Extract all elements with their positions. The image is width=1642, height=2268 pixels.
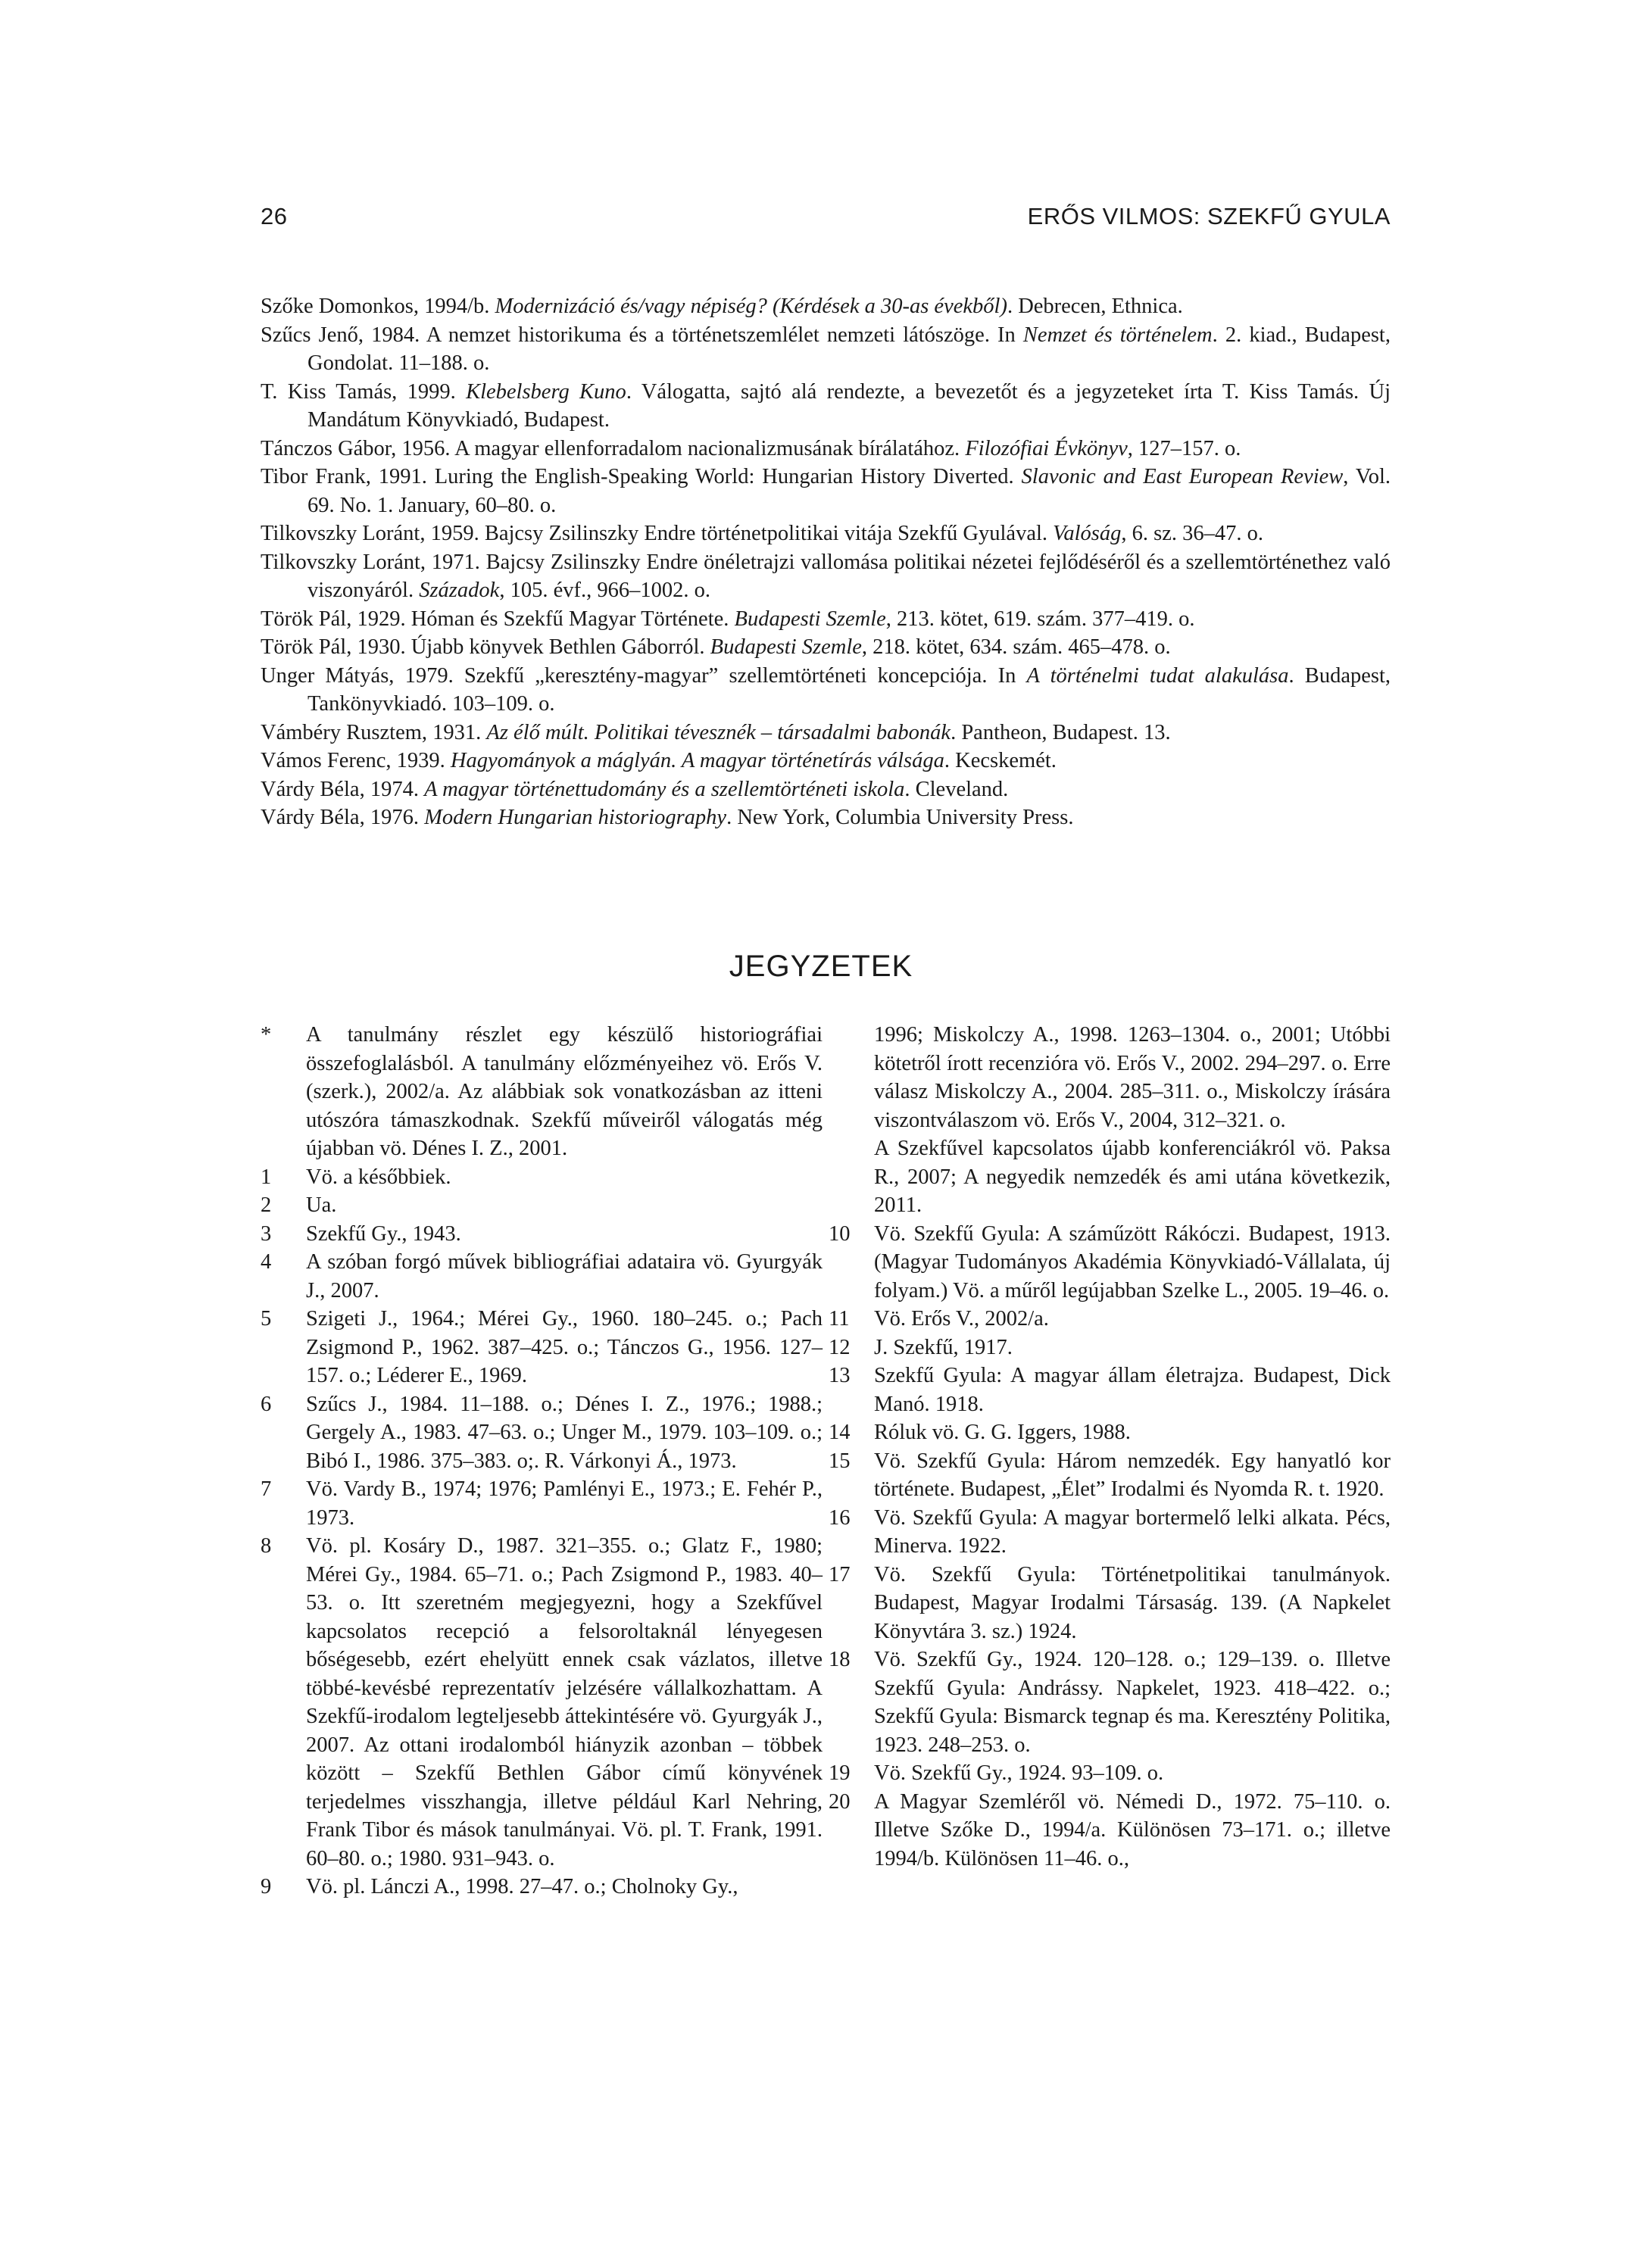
footnote-number: 14 [829, 1421, 851, 1444]
reference-text: , 6. sz. 36–47. o. [1121, 522, 1264, 545]
references-list [261, 292, 1391, 832]
reference-entry [261, 803, 1391, 832]
reference-text: , Vol. 69. No. 1. January, 60–80. o. [307, 465, 1391, 517]
reference-entry [261, 775, 1391, 804]
reference-work-title: Az élő múlt. Politikai tévesznék – társadalmi babonák [486, 720, 951, 744]
footnote [829, 1646, 1391, 1759]
reference-text: Várdy Béla, 1974. [261, 777, 425, 801]
reference-entry [261, 662, 1391, 719]
reference-work-title: Filozófiai Évkönyv [965, 436, 1128, 460]
footnote-text: Szigeti J., 1964.; Mérei Gy., 1960. 180–245. o.; Pach Zsigmond P., 1962. 387–425. o.; Tánczos G., 1956. 127–157. o.; Léderer E., 1969. [306, 1307, 823, 1387]
footnote [829, 1759, 1391, 1788]
reference-text: Vámbéry Rusztem, 1931. [261, 720, 487, 744]
footnote [829, 1788, 1391, 1873]
reference-entry [261, 548, 1391, 605]
footnote [261, 1873, 823, 1901]
reference-text: Tilkovszky Loránt, 1971. Bajcsy Zsilinszky Endre önéletrajzi vallomása politikai nézetei fejlődéséről és a szellemtörténethez való viszonyáról. [261, 550, 1391, 602]
reference-entry [261, 463, 1391, 519]
reference-text: , 105. évf., 966–1002. o. [499, 579, 710, 602]
reference-text: Vámos Ferenc, 1939. [261, 749, 451, 772]
reference-text: . Debrecen, Ethnica. [1007, 295, 1183, 318]
footnote [261, 1163, 823, 1192]
reference-text: . Kecskemét. [944, 749, 1057, 772]
notes-column-right [829, 1021, 1391, 1873]
reference-text: , 213. kötet, 619. szám. 377–419. o. [885, 607, 1195, 631]
footnote-number: 16 [829, 1505, 851, 1530]
reference-text: , 218. kötet, 634. szám. 465–478. o. [861, 635, 1171, 659]
reference-text: Török Pál, 1929. Hóman és Szekfű Magyar Története. [261, 607, 735, 631]
footnote [829, 1362, 1391, 1418]
footnote-text: Róluk vö. G. G. Iggers, 1988. [874, 1421, 1131, 1444]
footnote [261, 1532, 823, 1873]
footnote-continuation: 1996; Miskolczy A., 1998. 1263–1304. o., 2001; Utóbbi kötetről írott recenzióra vö. Erős V., 2002. 294–297. o. Erre válasz Miskolczy A., 2004. 285–311. o., Miskolczy írására viszontválaszom vö. Erős V., 2004, 312–321. o. [874, 1023, 1391, 1132]
reference-entry [261, 321, 1391, 378]
footnote-text: Vö. Erős V., 2002/a. [874, 1307, 1049, 1331]
footnote [261, 1305, 823, 1390]
footnote [829, 1305, 1391, 1334]
footnote-number: 10 [829, 1221, 851, 1246]
footnote [829, 1504, 1391, 1561]
footnote-text: Vö. Szekfű Gyula: A magyar bortermelő lelki alkata. Pécs, Minerva. 1922. [874, 1505, 1391, 1558]
footnote-number: 13 [829, 1364, 851, 1387]
footnote-text: Vö. pl. Lánczi A., 1998. 27–47. o.; Cholnoky Gy., [306, 1875, 738, 1898]
reference-text: . Budapest, Tankönyvkiadó. 103–109. o. [307, 663, 1391, 716]
footnote [261, 1220, 823, 1249]
reference-work-title: Modern Hungarian historiography [424, 806, 727, 829]
reference-work-title: Modernizáció és/vagy népiség? (Kérdések a 30-as évekből) [495, 295, 1007, 318]
footnote [261, 1191, 823, 1220]
footnote [829, 1561, 1391, 1646]
reference-text: , 127–157. o. [1127, 436, 1241, 460]
footnote-text: J. Szekfű, 1917. [874, 1335, 1013, 1359]
footnote-text: Szekfű Gyula: A magyar állam életrajza. Budapest, Dick Manó. 1918. [874, 1364, 1391, 1416]
reference-text: Török Pál, 1930. Újabb könyvek Bethlen Gáborról. [261, 635, 710, 659]
reference-text: Szőke Domonkos, 1994/b. [261, 295, 495, 318]
footnote-number: 19 [829, 1761, 851, 1785]
footnote-text: Vö. Szekfű Gyula: Történetpolitikai tanulmányok. Budapest, Magyar Irodalmi Társaság. 139. (A Napkelet Könyvtára 3. sz.) 1924. [874, 1562, 1391, 1643]
footnote-number: 6 [261, 1392, 272, 1416]
footnote-number: 12 [829, 1335, 851, 1359]
notes-column-left [261, 1021, 823, 1901]
footnote [261, 1021, 823, 1163]
footnote-number: 11 [829, 1307, 850, 1331]
reference-text: . Cleveland. [904, 777, 1009, 801]
footnote-number: 8 [261, 1534, 272, 1558]
reference-work-title: Budapesti Szemle [734, 607, 886, 631]
footnote-text: Vö. Szekfű Gyula: Három nemzedék. Egy hanyatló kor története. Budapest, „Élet” Irodalmi és Nyomda R. t. 1920. [874, 1449, 1391, 1501]
reference-work-title: A magyar történettudomány és a szellemtörténeti iskola [424, 777, 905, 801]
reference-text: Várdy Béla, 1976. [261, 806, 425, 829]
footnote-text: Vö. Szekfű Gy., 1924. 93–109. o. [874, 1761, 1164, 1785]
footnote [261, 1475, 823, 1532]
reference-text: Tánczos Gábor, 1956. A magyar ellenforradalom nacionalizmusának bírálatához. [261, 436, 966, 460]
footnote-number: 17 [829, 1562, 851, 1586]
reference-text: . Pantheon, Budapest. 13. [951, 720, 1171, 744]
footnote-number: 20 [829, 1789, 851, 1814]
footnote-text: Szűcs J., 1984. 11–188. o.; Dénes I. Z., 1976.; 1988.; Gergely A., 1983. 47–63. o.; Unger M., 1979. 103–109. o.; Bibó I., 1986. 375–383. o;. R. Várkonyi Á., 1973. [306, 1392, 823, 1473]
footnote-number: 4 [261, 1250, 272, 1274]
footnote-number: 2 [261, 1193, 272, 1217]
reference-text: . 2. kiad., Budapest, Gondolat. 11–188. o. [307, 323, 1391, 375]
reference-entry [261, 378, 1391, 435]
footnote-number: 15 [829, 1449, 851, 1473]
footnote-text: Szekfű Gy., 1943. [306, 1221, 461, 1246]
reference-text: Tilkovszky Loránt, 1959. Bajcsy Zsilinszky Endre történetpolitikai vitája Szekfű Gyulával. [261, 522, 1054, 545]
reference-entry [261, 435, 1391, 463]
footnote-number: 5 [261, 1307, 272, 1331]
reference-work-title: A történelmi tudat alakulása [1026, 663, 1289, 688]
reference-work-title: Budapesti Szemle [710, 635, 862, 659]
reference-text: . New York, Columbia University Press. [726, 806, 1074, 829]
reference-work-title: Klebelsberg Kuno [466, 379, 626, 404]
reference-entry [261, 292, 1391, 321]
reference-text: Szűcs Jenő, 1984. A nemzet historikuma és a történetszemlélet nemzeti látószöge. In [261, 323, 1023, 347]
footnote-number: 9 [261, 1875, 272, 1898]
footnote-text: Ua. [306, 1193, 337, 1217]
footnote [829, 1447, 1391, 1504]
footnote-number: 1 [261, 1165, 272, 1189]
running-title: ERŐS VILMOS: SZEKFŰ GYULA [1027, 203, 1391, 229]
footnote-number: 18 [829, 1648, 851, 1671]
page-number: 26 [261, 203, 288, 229]
footnote-text: Vö. Szekfű Gyula: A száműzött Rákóczi. Budapest, 1913. (Magyar Tudományos Akadémia Könyvkiadó-Vállalata, új folyam.) Vö. a műről legújabban Szelke L., 2005. 19–46. o. [874, 1221, 1391, 1302]
footnote-text: A Magyar Szemléről vö. Némedi D., 1972. 75–110. o. Illetve Szőke D., 1994/a. Különösen 73–171. o.; illetve 1994/b. Különösen 11–46. o., [874, 1789, 1391, 1870]
footnote [829, 1220, 1391, 1306]
reference-entry [261, 605, 1391, 634]
reference-text: Tibor Frank, 1991. Luring the English-Speaking World: Hungarian History Diverted. [261, 465, 1022, 488]
footnote [261, 1390, 823, 1476]
footnote-text: Vö. Szekfű Gy., 1924. 120–128. o.; 129–139. o. Illetve Szekfű Gyula: Andrássy. Napkelet, 1923. 418–422. o.; Szekfű Gyula: Bismarck tegnap és ma. Keresztény Politika, 1923. 248–253. o. [874, 1648, 1391, 1757]
notes-title: JEGYZETEK [729, 950, 913, 983]
reference-work-title: Századok [419, 579, 500, 602]
footnote-number: 3 [261, 1221, 272, 1246]
reference-entry [261, 519, 1391, 548]
reference-entry [261, 747, 1391, 775]
footnote [829, 1334, 1391, 1362]
footnote-continuation: A Szekfűvel kapcsolatos újabb konferenciákról vö. Paksa R., 2007; A negyedik nemzedék és ami utána következik, 2011. [874, 1137, 1391, 1217]
footnote-text: A szóban forgó művek bibliográfiai adataira vö. Gyurgyák J., 2007. [306, 1250, 823, 1302]
reference-work-title: Valóság [1053, 522, 1122, 545]
reference-entry [261, 633, 1391, 662]
footnote [261, 1248, 823, 1305]
footnote-text: Vö. pl. Kosáry D., 1987. 321–355. o.; Glatz F., 1980; Mérei Gy., 1984. 65–71. o.; Pach Zsigmond P., 1983. 40–53. o. Itt szeretném megjegyezni, hogy a Szekfűvel kapcsolatos recepció a felsoroltaknál lényegesen bőségesebb, ezért ehelyütt ennek csak vázlatos, illetve többé-kevésbé reprezentatív jelzésére vállalkozhattam. A Szekfű-irodalom legteljesebb áttekintésére vö. Gyurgyák J., 2007. Az ottani irodalomból hiányzik azonban – többek között – Szekfű Bethlen Gábor című könyvének terjedelmes visszhangja, illetve például Karl Nehring, Frank Tibor és mások tanulmányai. Vö. pl. T. Frank, 1991. 60–80. o.; 1980. 931–943. o. [306, 1534, 823, 1870]
footnote-text: Vö. a későbbiek. [306, 1165, 451, 1189]
footnote [829, 1418, 1391, 1447]
reference-work-title: Nemzet és történelem [1022, 323, 1213, 347]
reference-work-title: Slavonic and East European Review [1021, 465, 1344, 488]
reference-work-title: Hagyományok a máglyán. A magyar történetírás válsága [450, 749, 944, 772]
footnote-number: * [261, 1023, 272, 1047]
reference-entry [261, 719, 1391, 747]
footnote-text: Vö. Vardy B., 1974; 1976; Pamlényi E., 1973.; E. Fehér P., 1973. [306, 1477, 823, 1530]
reference-text: . Válogatta, sajtó alá rendezte, a bevezetőt és a jegyzeteket írta T. Kiss Tamás. Új Mandátum Könyvkiadó, Budapest. [307, 379, 1391, 432]
reference-text: Unger Mátyás, 1979. Szekfű „keresztény-magyar” szellemtörténeti koncepciója. In [261, 663, 1027, 688]
footnote-text: A tanulmány részlet egy készülő historiográfiai összefoglalásból. A tanulmány előzményeihez vö. Erős V. (szerk.), 2002/a. Az alábbiak sok vonatkozásban az itteni utószóra támaszkodnak. Szekfű műveiről válogatás még újabban vö. Dénes I. Z., 2001. [306, 1023, 823, 1160]
reference-text: T. Kiss Tamás, 1999. [261, 379, 467, 404]
footnote-number: 7 [261, 1477, 272, 1501]
